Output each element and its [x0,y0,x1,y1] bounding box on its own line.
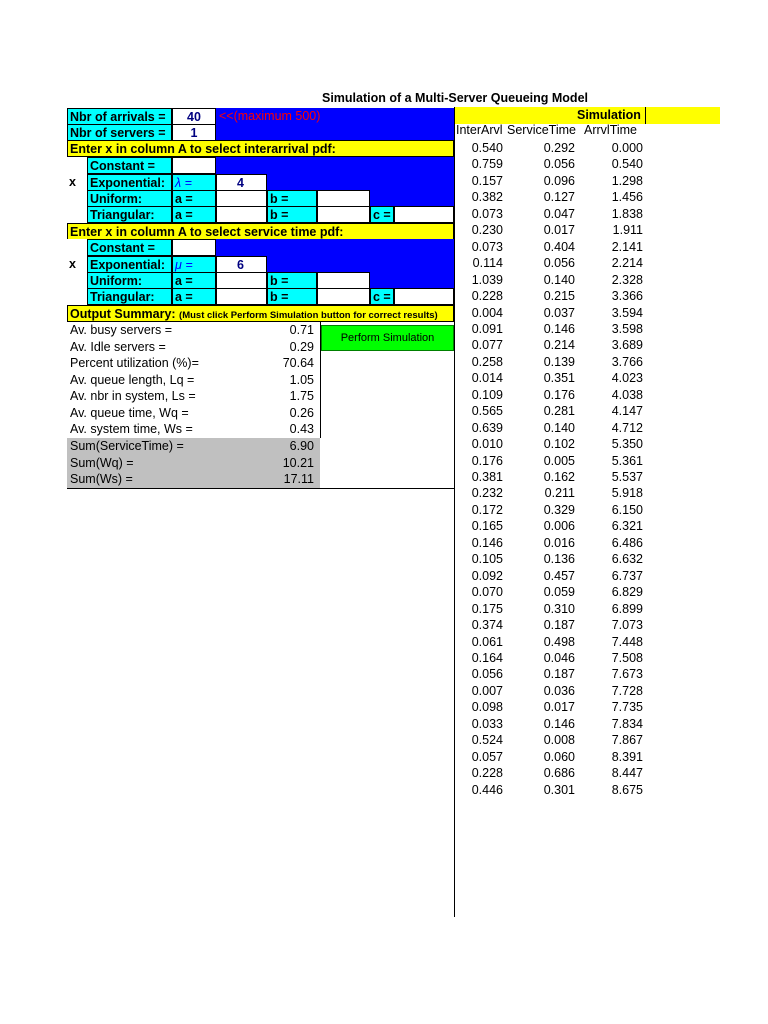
output-row [70,421,320,438]
table-row [455,453,645,470]
interarrival-cell: 0.091 [471,321,503,336]
interarrival-cell: 0.382 [471,190,503,205]
table-row [455,387,645,404]
table-row [455,699,645,716]
interarrival-triangular-a-label: a = [172,206,216,223]
service-time-cell: 0.146 [543,321,575,336]
sum-row [70,455,320,472]
service-time-cell: 0.214 [543,338,575,353]
table-row [455,305,645,322]
output-row-label: Percent utilization (%)= [70,356,199,370]
output-row [70,405,320,422]
interarrival-triangular-b-label: b = [267,206,317,223]
output-row-value: 0.29 [289,339,314,354]
output-divider [320,322,321,438]
service-triangular-a-input[interactable] [216,288,267,305]
service-exponential-label: Exponential: [87,256,172,273]
table-row [455,683,645,700]
interarrival-cell: 0.109 [471,387,503,402]
arrival-time-cell: 6.829 [611,585,643,600]
table-row [455,568,645,585]
service-constant-label: Constant = [87,239,172,256]
mu-input[interactable]: 6 [216,256,267,273]
table-row [455,255,645,272]
blue-fill [216,124,454,141]
arrival-time-cell: 0.540 [611,157,643,172]
sum-row-label: Sum(Ws) = [70,472,133,486]
service-time-cell: 0.127 [543,190,575,205]
arrival-time-cell: 5.350 [611,437,643,452]
interarrival-cell: 0.175 [471,601,503,616]
table-row [455,436,645,453]
output-row-value: 0.43 [289,422,314,436]
sum-row-label: Sum(ServiceTime) = [70,439,184,453]
interarrival-header: Enter x in column A to select interarrival pdf: [67,140,454,157]
sum-row-value: 10.21 [282,455,314,470]
interarrival-cell: 0.092 [471,568,503,583]
arrival-time-cell: 4.147 [611,404,643,419]
table-row [455,650,645,667]
service-uniform-a-label: a = [172,272,216,289]
arrival-time-cell: 1.838 [611,206,643,221]
arrival-time-cell: 1.456 [611,190,643,205]
interarrival-select-uniform[interactable] [67,190,87,207]
service-time-cell: 0.187 [543,618,575,633]
service-triangular-c-input[interactable] [394,288,454,305]
service-constant-input[interactable] [172,239,216,256]
arrival-time-cell: 4.038 [611,387,643,402]
interarrival-cell: 0.230 [471,223,503,238]
interarrival-cell: 0.010 [471,437,503,452]
table-row [455,403,645,420]
arrival-time-cell: 8.391 [611,749,643,764]
service-time-cell: 0.017 [543,223,575,238]
table-row [455,749,645,766]
service-time-cell: 0.211 [544,486,575,501]
service-time-cell: 0.140 [543,420,575,435]
output-row [70,388,320,405]
service-select-constant[interactable] [67,239,87,256]
table-row [455,140,645,157]
arrival-time-cell: 4.023 [611,371,643,386]
table-row [455,370,645,387]
table-row [455,206,645,223]
interarrival-cell: 0.056 [471,667,503,682]
sum-row-label: Sum(Wq) = [70,455,134,470]
service-time-cell: 0.139 [543,354,575,369]
interarrival-exponential-label: Exponential: [87,174,172,191]
table-row [455,469,645,486]
sum-row [70,438,320,455]
simulation-banner: Simulation [455,107,720,124]
arrival-time-cell: 6.632 [611,552,643,567]
output-summary-title: Output Summary: [70,307,176,321]
table-row [455,666,645,683]
arrival-time-cell: 2.328 [611,272,643,287]
arrival-time-cell: 6.150 [611,502,643,517]
arrival-time-cell: 3.766 [611,354,643,369]
service-time-cell: 0.162 [543,470,575,484]
arrival-time-cell: 6.321 [611,519,643,534]
interarrival-cell: 0.073 [471,206,503,221]
service-triangular-label: Triangular: [87,288,172,305]
arrival-time-cell: 3.594 [611,305,643,320]
output-row [70,355,320,372]
blue-fill [370,272,454,289]
service-time-cell: 0.686 [543,766,575,781]
interarrival-cell: 0.228 [471,766,503,781]
interarrival-cell: 0.639 [471,420,503,435]
service-time-cell: 0.498 [543,634,575,649]
service-triangular-c-label: c = [370,288,394,305]
service-time-cell: 0.457 [543,568,575,583]
interarrival-cell: 0.057 [471,749,503,764]
service-time-cell: 0.136 [543,552,575,567]
output-bottom-border [67,488,455,489]
arrival-time-cell: 0.000 [611,141,643,155]
arrival-time-cell: 7.673 [611,667,643,682]
interarrival-constant-input[interactable] [172,157,216,174]
service-time-cell: 0.056 [543,256,575,271]
interarrival-cell: 0.061 [471,634,503,649]
interarrival-uniform-b-label: b = [267,190,317,207]
table-row [455,189,645,206]
arrival-time-cell: 7.728 [611,683,643,698]
interarrival-cell: 0.070 [471,585,503,600]
table-row [455,272,645,289]
service-time-cell: 0.351 [543,371,575,386]
service-time-cell: 0.102 [543,437,575,452]
arrival-time-cell: 6.486 [611,535,643,550]
interarrival-cell: 0.157 [471,173,503,188]
interarrival-cell: 0.381 [471,470,503,484]
sum-row [70,471,320,488]
arrival-time-cell: 3.366 [611,289,643,304]
perform-simulation-button[interactable]: Perform Simulation [321,325,454,351]
service-time-cell: 0.176 [543,387,575,402]
interarrival-cell: 0.105 [471,552,503,567]
arrival-time-cell: 5.918 [611,486,643,501]
nbr-servers-label: Nbr of servers = [67,124,172,141]
header-arrvltime: ArrvlTime [584,123,638,137]
table-row [455,617,645,634]
interarrival-cell: 0.172 [471,502,503,517]
table-row [455,485,645,502]
service-triangular-a-label: a = [172,288,216,305]
table-row [455,420,645,437]
interarrival-cell: 0.540 [471,141,503,155]
output-row [70,322,320,339]
service-time-cell: 0.301 [543,782,575,797]
arrival-time-cell: 1.298 [611,173,643,188]
service-uniform-b-input[interactable] [317,272,370,289]
arrival-time-cell: 6.899 [611,601,643,616]
service-time-cell: 0.006 [543,519,575,534]
service-selected-mark[interactable]: x [67,256,87,273]
service-time-cell: 0.292 [543,141,575,155]
interarrival-cell: 0.524 [471,733,503,748]
arrival-time-cell: 2.141 [611,239,643,254]
arrival-time-cell: 3.598 [611,321,643,336]
service-uniform-b-label: b = [267,272,317,289]
service-time-cell: 0.140 [543,272,575,287]
interarrival-cell: 0.077 [471,338,503,353]
interarrival-cell: 0.098 [471,700,503,715]
service-time-cell: 0.146 [543,716,575,731]
interarrival-uniform-a-label: a = [172,190,216,207]
output-row-value: 0.26 [289,405,314,420]
table-row [455,716,645,733]
service-time-cell: 0.404 [543,239,575,254]
interarrival-selected-mark[interactable]: x [67,174,87,191]
service-time-cell: 0.060 [543,749,575,764]
arrival-time-cell: 1.911 [612,223,643,238]
output-row-value: 1.75 [289,389,314,403]
output-row-label: Av. system time, Ws = [70,422,193,436]
blue-fill [216,239,454,256]
table-row [455,601,645,618]
table-row [455,502,645,519]
table-row [455,321,645,338]
blue-fill [370,190,454,207]
table-row [455,156,645,173]
table-row [455,222,645,239]
table-row [455,732,645,749]
interarrival-cell: 0.164 [471,650,503,665]
output-row-label: Av. busy servers = [70,323,173,337]
table-row [455,782,645,799]
table-row [455,551,645,568]
interarrival-select-constant[interactable] [67,157,87,174]
interarrival-constant-label: Constant = [87,157,172,174]
output-row-value: 1.05 [289,372,314,387]
service-time-cell: 0.281 [543,404,575,419]
service-time-cell: 0.036 [543,683,575,698]
blue-fill [216,157,454,174]
arrival-time-cell: 5.537 [611,470,643,484]
interarrival-cell: 0.014 [471,371,503,386]
arrival-time-cell: 7.448 [611,634,643,649]
output-row [70,339,320,356]
interarrival-triangular-c-input[interactable] [394,206,454,223]
interarrival-cell: 0.165 [471,519,503,534]
maximum-note: <<(maximum 500) [216,108,454,125]
interarrival-cell: 0.258 [471,354,503,369]
arrival-time-cell: 7.508 [611,650,643,665]
header-servicetime: ServiceTime [507,123,576,137]
output-row-label: Av. Idle servers = [70,339,166,354]
banner-divider [645,107,646,124]
interarrival-triangular-label: Triangular: [87,206,172,223]
arrival-time-cell: 7.735 [611,700,643,715]
blue-fill [267,256,454,273]
table-row [455,535,645,552]
service-time-cell: 0.059 [543,585,575,600]
interarrival-cell: 0.033 [471,716,503,731]
interarrival-triangular-b-input[interactable] [317,206,370,223]
service-select-triangular[interactable] [67,288,87,305]
sum-row-value: 17.11 [283,472,314,486]
interarrival-cell: 0.759 [471,157,503,172]
table-row [455,584,645,601]
header-interarvl: InterArvl [456,123,503,137]
nbr-arrivals-input[interactable]: 40 [172,108,216,125]
table-row [455,173,645,190]
interarrival-cell: 0.114 [472,256,503,271]
output-row [70,372,320,389]
interarrival-cell: 0.565 [471,404,503,419]
service-time-cell: 0.037 [543,305,575,320]
table-row [455,337,645,354]
service-time-cell: 0.017 [543,700,575,715]
service-uniform-label: Uniform: [87,272,172,289]
nbr-arrivals-label: Nbr of arrivals = [67,108,172,125]
arrival-time-cell: 7.073 [611,618,643,633]
output-row-value: 70.64 [282,356,314,370]
interarrival-uniform-label: Uniform: [87,190,172,207]
service-triangular-b-label: b = [267,288,317,305]
interarrival-select-triangular[interactable] [67,206,87,223]
interarrival-cell: 0.007 [471,683,503,698]
lambda-symbol: λ = [172,174,216,191]
interarrival-cell: 0.176 [471,453,503,468]
service-triangular-b-input[interactable] [317,288,370,305]
interarrival-cell: 0.146 [471,535,503,550]
service-time-cell: 0.329 [543,502,575,517]
arrival-time-cell: 8.447 [611,766,643,781]
arrival-time-cell: 2.214 [611,256,643,271]
output-row-label: Av. queue length, Lq = [70,372,195,387]
interarrival-cell: 0.232 [471,486,503,501]
interarrival-triangular-c-label: c = [370,206,394,223]
arrival-time-cell: 4.712 [611,420,643,435]
table-row [455,288,645,305]
sum-row-value: 6.90 [289,439,314,453]
service-select-uniform[interactable] [67,272,87,289]
interarrival-cell: 0.446 [471,782,503,797]
arrival-time-cell: 8.675 [611,782,643,797]
output-row-label: Av. nbr in system, Ls = [70,389,196,403]
service-time-cell: 0.046 [543,650,575,665]
blue-fill [267,174,454,191]
nbr-servers-input[interactable]: 1 [172,124,216,141]
interarrival-cell: 0.004 [471,305,503,320]
service-header: Enter x in column A to select service time pdf: [67,223,454,240]
table-row [455,518,645,535]
service-time-cell: 0.005 [543,453,575,468]
service-time-cell: 0.187 [543,667,575,682]
table-row [455,765,645,782]
service-time-cell: 0.047 [543,206,575,221]
table-row [455,354,645,371]
output-row-value: 0.71 [289,323,314,337]
interarrival-cell: 0.228 [471,289,503,304]
page-title: Simulation of a Multi-Server Queueing Model [322,91,588,105]
interarrival-cell: 0.073 [471,239,503,254]
arrival-time-cell: 3.689 [611,338,643,353]
service-time-cell: 0.008 [543,733,575,748]
table-row [455,239,645,256]
service-time-cell: 0.096 [543,173,575,188]
table-row [455,634,645,651]
interarrival-triangular-a-input[interactable] [216,206,267,223]
interarrival-uniform-a-input[interactable] [216,190,267,207]
lambda-input[interactable]: 4 [216,174,267,191]
service-time-cell: 0.310 [543,601,575,616]
arrival-time-cell: 7.867 [611,733,643,748]
mu-symbol: μ = [172,256,216,273]
interarrival-cell: 0.374 [471,618,503,633]
service-time-cell: 0.016 [543,535,575,550]
service-time-cell: 0.056 [543,157,575,172]
output-summary-header [67,305,454,322]
output-summary-note: (Must click Perform Simulation button for correct results) [179,310,438,321]
arrival-time-cell: 6.737 [611,568,643,583]
arrival-time-cell: 7.834 [611,716,643,731]
output-row-label: Av. queue time, Wq = [70,405,189,420]
interarrival-cell: 1.039 [471,272,503,287]
service-time-cell: 0.215 [543,289,575,304]
service-uniform-a-input[interactable] [216,272,267,289]
arrival-time-cell: 5.361 [611,453,643,468]
interarrival-uniform-b-input[interactable] [317,190,370,207]
